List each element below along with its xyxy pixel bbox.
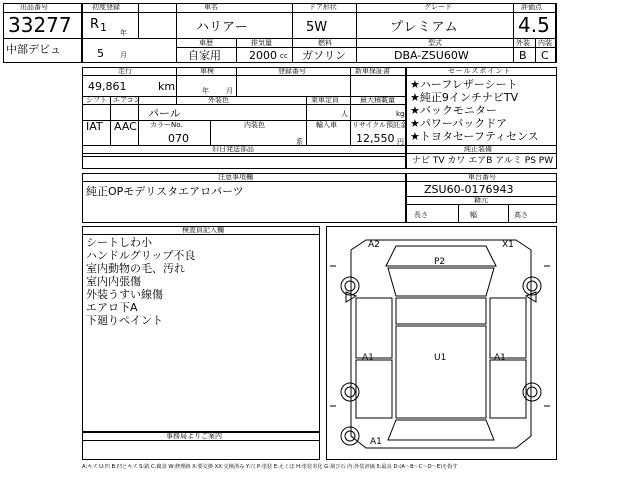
door-label: ドア形状 (309, 3, 337, 11)
windshield-outline (396, 298, 486, 324)
capacity-label: 乗車定員 (311, 96, 339, 104)
height-label: 高さ (514, 211, 528, 219)
car-body-outline (351, 240, 531, 448)
length-label: 長さ (414, 211, 428, 219)
usage-label: 車歴 (199, 39, 213, 47)
exterior-label: 外装 (516, 39, 530, 47)
mileage-label: 走行 (118, 67, 132, 75)
shift-value: IAT (86, 120, 103, 133)
import-label: 輸入車 (316, 121, 337, 129)
mileage-value: 49,861 (88, 80, 127, 93)
first-reg-label: 初度登録 (92, 3, 120, 11)
lot-number: 33277 (8, 13, 72, 37)
right-front-door (490, 298, 526, 358)
color-no-value: 070 (168, 132, 189, 145)
fuel-value: ガソリン (302, 49, 346, 62)
inspector-item-3: 室内動物の毛、汚れ (86, 262, 185, 275)
shift-label: シフト (86, 96, 107, 104)
debut-label: 中部デビュ (6, 43, 61, 56)
original-label: 新車保証書 (355, 67, 390, 75)
year-num: 1 (100, 21, 107, 34)
rear-outline (388, 420, 494, 440)
displacement-unit: cc (280, 52, 288, 60)
equipment-value: ナビ TV カワ エアB アルミ PS PW (412, 156, 554, 166)
sales-point-2: ★純正9インチナビTV (410, 91, 519, 104)
mark-u1: U1 (434, 353, 447, 363)
inspection-year-unit: 年 (202, 87, 209, 95)
displacement-label: 排気量 (251, 39, 272, 47)
ac-value: AAC (114, 120, 137, 133)
mark-a1-left: A1 (362, 353, 374, 363)
mark-a1-right: A1 (494, 353, 506, 363)
recycle-value: 12,550 (356, 132, 395, 145)
sales-point-5: ★トヨタセーフティセンス (410, 130, 539, 143)
reg-label: 登録番号 (278, 67, 306, 75)
mark-a1-bottom: A1 (370, 437, 382, 447)
fuel-label: 燃料 (318, 39, 332, 47)
inspection-label: 車検 (200, 67, 214, 75)
inspector-item-2: ハンドルグリップ不良 (86, 249, 196, 262)
usage-value: 自家用 (188, 49, 221, 62)
chassis-value: ZSU60-0176943 (424, 183, 514, 196)
sales-point-4: ★パワーバックドア (410, 117, 507, 130)
displacement-value: 2000 (249, 49, 277, 62)
tire-front-left (341, 277, 359, 295)
chassis-label: 車台番号 (468, 173, 496, 181)
exterior-grade: B (519, 49, 527, 62)
capacity-unit: 人 (341, 110, 348, 118)
car-diagram (326, 226, 557, 460)
tire-front-right (523, 277, 541, 295)
color-no-label: カラーNo. (150, 121, 183, 129)
score-label: 評価点 (521, 3, 542, 11)
lot-label: 出品番号 (20, 3, 48, 11)
dealer-label: 旧日発送部品 (212, 145, 254, 153)
footer-legend: A:キズ U:凹 B:凹とキズ S:錆 C:腐食 W:修理跡 X:要交換 XX:交換済み Y:穴 P:塗装 E:えくぼ H:塗装劣化 G:飛び石 内:外装評価 5:最良 D:(A〜B〜C〜D〜E)を指す (82, 464, 458, 470)
ac-label: エアコン (113, 96, 141, 104)
era: R (90, 17, 100, 32)
notes-value: 純正OPモデリスタエアロパーツ (86, 185, 244, 198)
recycle-label: リサイクル預託金 (352, 121, 408, 129)
mark-p2: P2 (434, 257, 446, 267)
hood-outline (388, 268, 494, 296)
equipment-extra-unit: 系 (296, 138, 303, 146)
inspector-label: 検査員記入欄 (182, 226, 224, 234)
inspector-item-1: シートしわ小 (86, 236, 152, 249)
load-label: 最大積載量 (360, 96, 395, 104)
sales-point-3: ★バックモニター (410, 104, 497, 117)
inspector-item-4: 室内内張傷 (86, 275, 141, 288)
sales-points-label: セールスポイント (448, 67, 512, 75)
year-unit: 年 (120, 29, 127, 37)
interior-grade: C (541, 49, 549, 62)
month-unit: 月 (120, 51, 127, 59)
mark-a2: A2 (368, 240, 380, 250)
inspector-item-7: 下廻りペイント (86, 314, 163, 327)
mileage-unit: km (158, 80, 176, 93)
notes-label: 注意事項欄 (218, 173, 253, 181)
month-num: 5 (97, 47, 104, 60)
model-name: ハリアー (196, 20, 248, 35)
model-code-label: 型式 (428, 39, 442, 47)
right-rear-door (490, 360, 526, 418)
roof-outline (396, 326, 486, 418)
inspector-item-5: 外装うすい線傷 (86, 288, 163, 301)
dims-label: 籍元 (474, 196, 488, 204)
tire-spare (341, 427, 359, 445)
equipment-label: 純正装備 (464, 145, 492, 153)
color-value: パール (148, 107, 181, 120)
left-front-door (356, 298, 392, 358)
model-code: DBA-ZSU60W (394, 49, 469, 62)
color-label: 外装色 (208, 96, 229, 104)
score-value: 4.5 (518, 13, 550, 37)
door-value: 5W (306, 20, 328, 35)
int-color-label: 内装色 (244, 121, 265, 129)
grade-value: プレミアム (390, 20, 459, 35)
sales-point-1: ★ハーフレザーシート (410, 78, 518, 91)
interior-label: 内装 (538, 39, 552, 47)
office-label: 事務局よりご案内 (166, 432, 222, 440)
mark-x1: X1 (502, 240, 514, 250)
recycle-unit: 円 (397, 138, 404, 146)
inspector-item-6: エアロ下A (86, 301, 138, 314)
model-name-label: 車名 (204, 3, 218, 11)
load-unit: kg (396, 110, 405, 118)
left-rear-door (356, 360, 392, 418)
grade-label: グレード (424, 3, 452, 11)
width-label: 幅 (470, 211, 477, 219)
inspection-month-unit: 月 (226, 87, 233, 95)
